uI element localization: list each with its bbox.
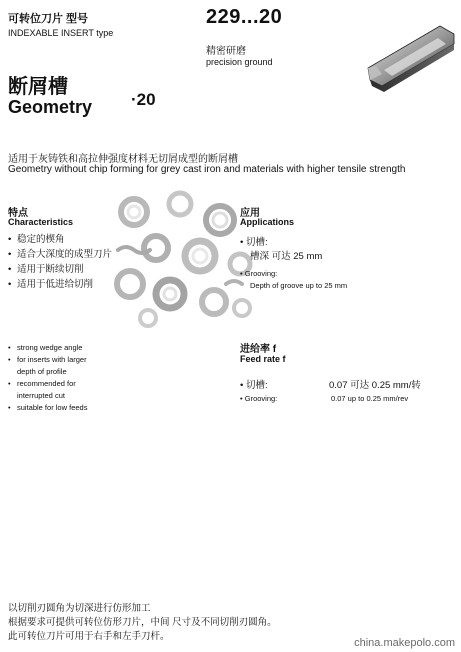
feed-rate-title-cn: 进给率 f [240, 344, 277, 355]
applications-cn-detail: 槽深 可达 25 mm [250, 251, 323, 262]
insert-image [362, 20, 458, 92]
precision-en: precision ground [206, 57, 273, 67]
feed-rate-en-value: 0.07 up to 0.25 mm/rev [331, 394, 409, 403]
characteristics-title-en: Characteristics [8, 217, 74, 227]
applications-title-cn: 应用 [240, 208, 260, 219]
insert-code: 229...20 [206, 6, 283, 28]
list-item: • recommended for interrupted cut [8, 379, 76, 400]
list-item: • 适用于低进给切削 [8, 279, 94, 290]
applications-cn-label: • 切槽: [240, 237, 268, 248]
applications-title-en: Applications [240, 217, 295, 227]
applications-en-detail: Depth of groove up to 25 mm [250, 281, 348, 290]
characteristics-title-cn: 特点 [8, 208, 28, 219]
list-item: • for inserts with larger depth of profile [8, 355, 87, 376]
insert-type-cn: 可转位刀片 型号 [8, 13, 89, 25]
feed-rate-en-label: • Grooving: [240, 394, 278, 403]
description-en: Geometry without chip forming for grey cast iron and materials with higher tensile strength [8, 164, 406, 175]
characteristics-list-en [8, 342, 87, 414]
list-item: • 稳定的楔角 [8, 234, 65, 245]
feed-rate-title-en: Feed rate f [240, 354, 286, 364]
precision-cn: 精密研磨 [206, 46, 246, 57]
feed-rate-cn-label: • 切槽: [240, 380, 268, 391]
list-item: • strong wedge angle [8, 343, 83, 352]
geometry-code: ·20 [131, 90, 156, 109]
list-item: • 适用于断续切削 [8, 264, 84, 275]
list-item: • 适合大深度的成型刀片 [8, 249, 113, 260]
footer-line-3: 此可转位刀片可用于右手和左手刀杆。 [8, 631, 170, 642]
applications-en-label: • Grooving: [240, 269, 278, 278]
chips-image [108, 190, 256, 328]
insert-type-en: INDEXABLE INSERT type [8, 28, 114, 38]
description-cn: 适用于灰铸铁和高拉伸强度材料无切屑成型的断屑槽 [8, 154, 238, 165]
list-item: • suitable for low feeds [8, 403, 88, 412]
geometry-title-en: Geometry [8, 97, 93, 117]
watermark: china.makepolo.com [354, 637, 455, 649]
geometry-title-cn: 断屑槽 [8, 76, 68, 98]
footer-line-1: 以切削刃圆角为切深进行仿形加工 [8, 603, 151, 614]
characteristics-list-cn [8, 232, 112, 292]
feed-rate-cn-value: 0.07 可达 0.25 mm/转 [329, 380, 421, 391]
footer-line-2: 根据要求可提供可转位仿形刀片，中间 尺寸及不同切削刃圆角。 [8, 617, 277, 628]
